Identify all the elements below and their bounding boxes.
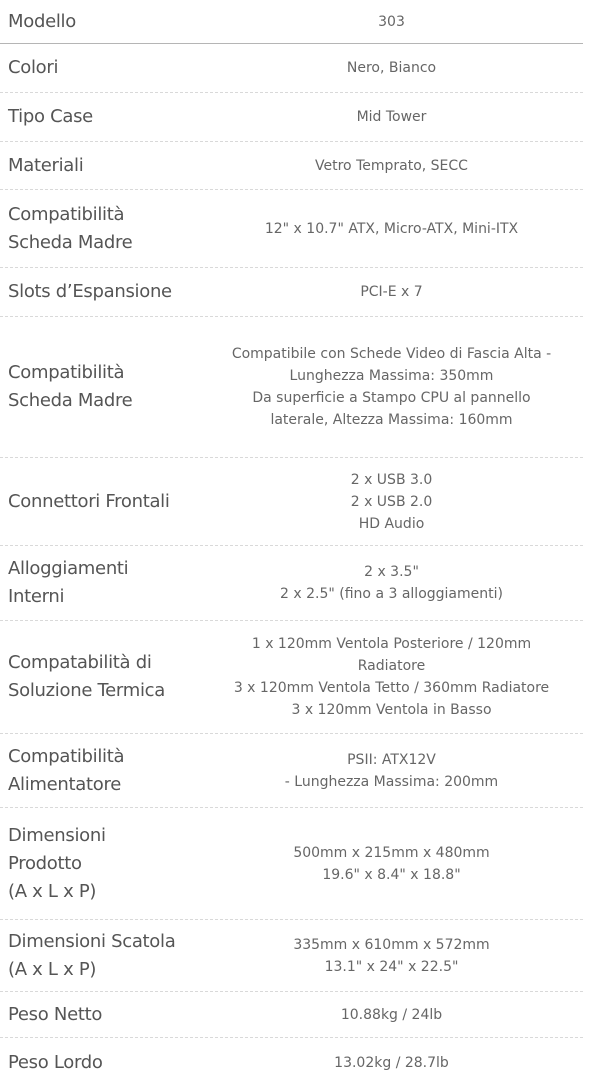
spec-value-line: PSII: ATX12V — [347, 751, 436, 768]
spec-value — [200, 218, 583, 240]
spec-value — [200, 469, 583, 535]
spec-label-line: Dimensioni — [8, 824, 106, 846]
spec-label-line: Colori — [8, 57, 59, 78]
spec-label-line: (A x L x P) — [8, 958, 97, 980]
spec-row — [0, 808, 583, 920]
spec-value-line: 12" x 10.7" ATX, Micro-ATX, Mini-ITX — [264, 220, 519, 237]
spec-label-line: Soluzione Termica — [8, 680, 165, 701]
spec-label — [0, 822, 200, 906]
spec-row — [0, 93, 583, 142]
spec-value-line: Nero, Bianco — [346, 60, 437, 76]
spec-value-line: 13.02kg / 28.7lb — [334, 1054, 449, 1071]
spec-value-line: 10.88kg / 24lb — [340, 1006, 443, 1023]
spec-value — [200, 1052, 583, 1074]
spec-row — [0, 734, 583, 808]
spec-value-line: Compatibile con Schede Video di Fascia Alta - — [231, 346, 552, 362]
spec-row — [0, 992, 583, 1038]
spec-label-line: Connettori Frontali — [8, 490, 170, 512]
spec-label — [0, 8, 200, 36]
spec-label — [0, 359, 200, 415]
spec-label-line: Alimentatore — [8, 773, 121, 795]
spec-value — [200, 633, 583, 721]
spec-value-line: 500mm x 215mm x 480mm — [293, 844, 490, 861]
spec-row — [0, 1038, 583, 1087]
spec-label-line: Prodotto — [8, 852, 82, 874]
spec-label-line: Modello — [8, 10, 76, 32]
spec-label — [0, 743, 200, 799]
spec-value-line: Vetro Temprato, SECC — [315, 157, 468, 174]
spec-value — [200, 749, 583, 793]
spec-row — [0, 317, 583, 458]
spec-value-line: laterale, Altezza Massima: 160mm — [270, 412, 513, 428]
spec-label-line: Peso Netto — [8, 1003, 103, 1025]
spec-label-line: Compatibilità — [8, 745, 125, 767]
spec-value-line: 2 x 2.5" (fino a 3 alloggiamenti) — [280, 586, 503, 602]
spec-label-line: Compatibilità — [8, 203, 125, 225]
spec-value-line: 1 x 120mm Ventola Posteriore / 120mm — [251, 636, 532, 652]
spec-label-line: Alloggiamenti — [8, 558, 129, 579]
spec-value — [200, 561, 583, 605]
spec-label — [0, 1001, 200, 1029]
spec-value — [200, 155, 583, 177]
spec-label — [0, 488, 200, 516]
spec-label — [0, 278, 200, 306]
spec-value-line: 3 x 120mm Ventola in Basso — [291, 702, 492, 718]
spec-row — [0, 621, 583, 734]
spec-value — [200, 57, 583, 79]
spec-label-line: Peso Lordo — [8, 1051, 103, 1073]
spec-row — [0, 190, 583, 268]
spec-label — [0, 1049, 200, 1077]
spec-row — [0, 44, 583, 93]
spec-label-line: Compatibilità — [8, 362, 125, 383]
spec-label-line: Dimensioni Scatola — [8, 930, 176, 952]
spec-value-line: 2 x USB 2.0 — [350, 493, 433, 510]
spec-row — [0, 920, 583, 992]
spec-label — [0, 928, 200, 984]
spec-label — [0, 54, 200, 82]
spec-value — [200, 106, 583, 128]
spec-value — [200, 281, 583, 303]
spec-label — [0, 201, 200, 257]
spec-value-line: Da superficie a Stampo CPU al pannello — [252, 390, 531, 406]
spec-row — [0, 142, 583, 190]
spec-value — [200, 11, 583, 33]
spec-value-line: 303 — [378, 13, 405, 30]
spec-row — [0, 546, 583, 621]
spec-label — [0, 649, 200, 705]
spec-label-line: (A x L x P) — [8, 880, 97, 902]
spec-value-line: - Lunghezza Massima: 200mm — [284, 773, 499, 790]
spec-value-line: 3 x 120mm Ventola Tetto / 360mm Radiatore — [233, 680, 550, 696]
spec-label — [0, 152, 200, 180]
spec-value-line: PCI-E x 7 — [360, 284, 423, 300]
spec-value — [200, 842, 583, 886]
spec-value-line: 19.6" x 8.4" x 18.8" — [322, 866, 461, 883]
spec-label-line: Slots d’Espansione — [8, 281, 172, 302]
spec-value — [200, 934, 583, 978]
spec-value-line: Lunghezza Massima: 350mm — [289, 368, 494, 384]
spec-row — [0, 458, 583, 546]
spec-value-line: 335mm x 610mm x 572mm — [293, 936, 490, 953]
spec-row — [0, 0, 583, 44]
spec-label-line: Materiali — [8, 154, 84, 176]
spec-label — [0, 103, 200, 131]
spec-label-line: Scheda Madre — [8, 390, 133, 411]
spec-value — [200, 1004, 583, 1026]
spec-value-line: 2 x USB 3.0 — [350, 471, 433, 488]
spec-label-line: Interni — [8, 586, 65, 607]
spec-row — [0, 268, 583, 317]
spec-value-line: Mid Tower — [356, 109, 427, 125]
spec-value — [200, 343, 583, 431]
spec-value-line: Radiatore — [357, 658, 426, 674]
spec-label — [0, 555, 200, 611]
spec-label-line: Compatabilità di — [8, 652, 152, 673]
spec-label-line: Scheda Madre — [8, 231, 133, 253]
spec-value-line: 2 x 3.5" — [364, 564, 419, 580]
spec-label-line: Tipo Case — [8, 106, 93, 127]
spec-value-line: HD Audio — [358, 515, 425, 532]
spec-value-line: 13.1" x 24" x 22.5" — [324, 958, 459, 975]
